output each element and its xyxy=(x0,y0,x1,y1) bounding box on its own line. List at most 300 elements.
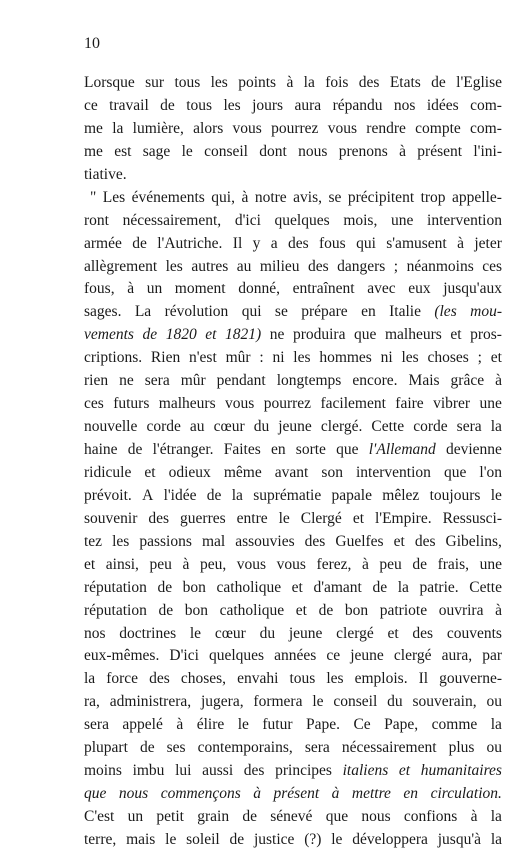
word: et xyxy=(352,509,364,527)
word: jusqu'à xyxy=(437,830,482,848)
word: à xyxy=(470,808,478,825)
word: à xyxy=(176,716,184,734)
word: de xyxy=(412,555,428,573)
word: un xyxy=(146,280,163,298)
word: nous xyxy=(298,142,328,160)
word: me xyxy=(84,119,103,137)
word: pourrez xyxy=(271,119,319,137)
word: et xyxy=(291,578,303,596)
text-line xyxy=(84,256,502,279)
word: Ressusci- xyxy=(442,509,502,527)
word: cœur xyxy=(213,418,245,436)
word: Cette xyxy=(371,418,405,436)
word: le xyxy=(312,693,324,711)
word: Ce xyxy=(353,716,371,734)
word: révolution xyxy=(164,303,229,321)
word: bon xyxy=(182,578,206,596)
word: que xyxy=(443,463,467,481)
word: ne xyxy=(119,372,134,390)
word: est xyxy=(114,142,132,160)
word: se xyxy=(328,188,342,206)
text-line xyxy=(84,141,502,164)
word: événements xyxy=(131,188,205,206)
word: précipitent xyxy=(347,188,415,206)
italic-word: et xyxy=(398,762,411,780)
word: quelques xyxy=(274,211,330,229)
word: tous xyxy=(174,74,201,91)
word: vous xyxy=(236,555,267,573)
word: jours xyxy=(252,96,284,114)
word: en xyxy=(270,441,286,458)
word: grain xyxy=(197,808,230,825)
text-line xyxy=(84,210,502,233)
word: de xyxy=(160,96,175,114)
word: qui, xyxy=(211,188,235,206)
word: et xyxy=(84,555,96,573)
word: de xyxy=(158,601,174,619)
text-line xyxy=(84,485,502,508)
word: vous xyxy=(232,119,262,137)
word: aussi xyxy=(202,762,234,780)
word: et xyxy=(490,349,502,367)
word: moins xyxy=(84,762,122,780)
text-line xyxy=(84,737,502,760)
word: la xyxy=(490,716,502,734)
word: de xyxy=(206,486,222,504)
word: Lorsque xyxy=(84,74,135,91)
word: ne xyxy=(269,326,285,344)
word: clergé. xyxy=(320,418,363,436)
italic-word: que xyxy=(84,785,107,803)
word: ; xyxy=(477,349,482,367)
word: à xyxy=(399,142,406,160)
word: gouverne- xyxy=(439,670,502,688)
word: a xyxy=(270,234,278,252)
word: une xyxy=(391,211,414,229)
word: administrera, xyxy=(109,693,192,711)
word: prévoit. xyxy=(84,486,132,504)
word: dangers xyxy=(337,257,386,275)
word: ni xyxy=(380,349,393,367)
word: donné, xyxy=(238,280,280,298)
word: formera xyxy=(253,693,303,711)
body-text xyxy=(84,72,502,852)
word: le xyxy=(181,142,193,160)
word: à xyxy=(457,234,464,252)
word: avis, xyxy=(293,188,322,206)
word: frais, xyxy=(437,555,470,573)
word: cœur xyxy=(214,624,246,642)
word: présent xyxy=(417,142,463,160)
word: ainsi, xyxy=(105,555,139,573)
word: et xyxy=(450,326,462,344)
italic-word: en xyxy=(403,785,419,803)
word: points xyxy=(238,74,277,91)
word: produira xyxy=(292,326,346,344)
word: sur xyxy=(145,74,165,91)
italic-word: à xyxy=(253,785,261,803)
word: jeune xyxy=(288,624,323,642)
word: toujours xyxy=(429,486,481,504)
word: rendre xyxy=(366,119,406,137)
word: plus xyxy=(448,739,475,757)
text-line xyxy=(84,783,502,806)
word: eux-mêmes. xyxy=(84,647,160,665)
word: ouvrira xyxy=(438,601,484,619)
word: armée xyxy=(84,234,122,252)
word: D'ici xyxy=(169,647,199,665)
word: à xyxy=(286,74,294,91)
word: travail xyxy=(109,96,149,114)
word: mûr xyxy=(225,349,251,367)
word: Faites xyxy=(223,441,261,458)
word: envahi xyxy=(237,670,279,688)
word: l'étranger. xyxy=(152,441,214,458)
italic-word: circulation. xyxy=(430,785,502,803)
text-line xyxy=(84,668,502,691)
word: que xyxy=(336,441,359,458)
word: prenons xyxy=(338,142,388,160)
word: conseil xyxy=(333,693,378,711)
word: l'idée xyxy=(163,486,197,504)
text-line xyxy=(84,714,502,737)
word: des xyxy=(304,532,326,550)
word: moment xyxy=(174,280,226,298)
word: à xyxy=(495,601,502,619)
word: ces xyxy=(482,257,502,275)
word: choses, xyxy=(180,670,227,688)
word: bon xyxy=(184,601,208,619)
word: patrie. xyxy=(419,578,459,596)
text-line xyxy=(84,645,502,668)
word: sage xyxy=(142,142,171,160)
italic-word: mou- xyxy=(470,303,502,321)
word: du xyxy=(253,418,270,436)
word: se xyxy=(274,303,288,321)
word: les xyxy=(401,349,419,367)
word: appelle- xyxy=(452,188,502,206)
word: emplois. xyxy=(354,670,408,688)
word: notre xyxy=(254,188,287,206)
word: que xyxy=(354,326,377,344)
word: d'ici xyxy=(234,211,261,229)
word: qui xyxy=(356,234,376,252)
word: intervention xyxy=(356,463,431,481)
word: répandu xyxy=(332,96,383,114)
word: de xyxy=(157,578,173,596)
word: Clergé xyxy=(300,509,342,527)
word: de xyxy=(139,739,155,757)
word: avant xyxy=(274,463,309,481)
word: les xyxy=(293,349,311,367)
text-line xyxy=(84,370,502,393)
word: le xyxy=(490,486,502,504)
text-line xyxy=(84,531,502,554)
word: sera xyxy=(84,716,109,734)
word: " xyxy=(90,188,97,206)
word: une xyxy=(479,395,502,413)
word: dont xyxy=(259,142,287,160)
word: au xyxy=(189,418,205,436)
word: rien xyxy=(84,372,109,390)
word: Guelfes xyxy=(335,532,384,550)
text-line xyxy=(84,508,502,531)
word: la xyxy=(397,578,409,596)
italic-word: à xyxy=(331,785,340,803)
word: clergé xyxy=(336,624,374,642)
word: néanmoins xyxy=(406,257,474,275)
word: com- xyxy=(470,96,502,114)
word: années xyxy=(274,647,317,665)
word: clergé xyxy=(393,647,432,665)
word: Etats xyxy=(389,74,421,91)
text-line xyxy=(84,829,502,852)
word: des xyxy=(307,257,329,275)
word: ou xyxy=(486,739,502,757)
word: ce xyxy=(84,96,98,114)
word: choses xyxy=(427,349,469,367)
word: mûr xyxy=(180,372,206,390)
word: facilement xyxy=(320,395,386,413)
word: les xyxy=(223,96,241,114)
word: pros- xyxy=(470,326,502,344)
word: le xyxy=(331,830,343,848)
word: des xyxy=(414,532,436,550)
word: à xyxy=(361,555,369,573)
word: une xyxy=(479,555,502,573)
word: milieu xyxy=(259,257,300,275)
word: faire xyxy=(395,395,424,413)
word: compte xyxy=(415,119,461,137)
word: plupart xyxy=(84,739,128,757)
word: n'est xyxy=(189,349,217,367)
word: passions xyxy=(139,532,192,550)
word: comme xyxy=(431,716,478,734)
word: peu xyxy=(149,555,172,573)
word: malheurs xyxy=(384,326,442,344)
italic-word: l'Allemand xyxy=(368,441,436,458)
word: terre, xyxy=(84,830,117,848)
word: l'Eglise xyxy=(456,74,502,91)
word: petit xyxy=(156,808,184,825)
text-line xyxy=(84,347,502,370)
word: suprématie xyxy=(253,486,322,504)
word: l'Autriche. xyxy=(157,234,223,252)
word: l'Empire. xyxy=(374,509,432,527)
word: et xyxy=(144,463,156,481)
word: et xyxy=(393,532,405,550)
text-line xyxy=(84,760,502,783)
word: que xyxy=(325,808,349,825)
text-line xyxy=(84,95,502,118)
word: papale xyxy=(331,486,372,504)
text-line xyxy=(84,554,502,577)
word: entraînent xyxy=(292,280,355,298)
word: mal xyxy=(201,532,226,550)
word: tous xyxy=(186,96,213,114)
word: souverain, xyxy=(412,693,477,711)
word: Mais xyxy=(408,372,440,390)
word: le xyxy=(165,830,177,848)
word: principes xyxy=(275,762,332,780)
italic-word: vements xyxy=(84,326,134,344)
word: y xyxy=(252,234,261,252)
word: tous xyxy=(289,670,316,688)
word: l'on xyxy=(479,463,502,481)
word: prépare xyxy=(301,303,348,321)
word: jeune xyxy=(350,647,384,665)
italic-word: (les xyxy=(434,303,457,321)
word: de xyxy=(372,578,388,596)
word: la xyxy=(112,119,124,137)
word: corde xyxy=(146,418,181,436)
word: vous xyxy=(327,119,358,137)
word: à xyxy=(127,280,135,298)
word: aura xyxy=(294,96,322,114)
italic-word: commençons xyxy=(160,785,241,803)
word: de xyxy=(318,601,334,619)
word: des xyxy=(149,670,170,688)
word: les xyxy=(112,532,130,550)
word: même xyxy=(223,463,262,481)
word: ; xyxy=(393,257,399,275)
text-line xyxy=(84,164,502,187)
word: ront xyxy=(84,211,109,229)
word: lui xyxy=(175,762,192,780)
word: guerres xyxy=(180,509,226,527)
word: de xyxy=(127,441,143,458)
word: justice xyxy=(253,830,295,848)
word: sorte xyxy=(295,441,326,458)
word: vous xyxy=(276,555,306,573)
word: futurs xyxy=(113,395,150,413)
word: peu, xyxy=(199,555,227,573)
word: imbu xyxy=(132,762,165,780)
word: réputation xyxy=(84,601,147,619)
word: appelé xyxy=(122,716,163,734)
word: confions xyxy=(403,808,458,825)
word: odieux xyxy=(168,463,211,481)
word: grâce xyxy=(450,372,485,390)
word: ferez, xyxy=(316,555,352,573)
word: à xyxy=(495,372,502,390)
word: jeter xyxy=(474,234,502,252)
word: les xyxy=(165,257,183,275)
word: ra, xyxy=(84,693,100,711)
italic-word: de xyxy=(142,326,158,344)
word: : xyxy=(259,349,264,367)
word: peu xyxy=(379,555,402,573)
word: malheurs xyxy=(158,395,216,413)
word: les xyxy=(210,74,228,91)
word: A xyxy=(142,486,154,504)
word: Pape, xyxy=(384,716,419,734)
text-line xyxy=(84,439,502,462)
word: corde xyxy=(413,418,448,436)
word: doctrines xyxy=(119,624,177,642)
word: du xyxy=(259,624,276,642)
word: trop xyxy=(420,188,446,206)
word: souvenir xyxy=(84,509,138,527)
word: tez xyxy=(84,532,103,550)
word: un xyxy=(127,808,144,825)
word: lumière, xyxy=(132,119,184,137)
word: s'amusent xyxy=(386,234,447,252)
word: (?) xyxy=(304,830,322,848)
word: des xyxy=(243,762,265,780)
word: fous, xyxy=(84,280,115,298)
word: sénevé xyxy=(270,808,313,825)
italic-word: humanitaires xyxy=(420,762,502,780)
word: mois, xyxy=(343,211,378,229)
word: des xyxy=(287,234,309,252)
word: jusqu'aux xyxy=(443,280,502,298)
word: Italie xyxy=(389,303,421,321)
word: fous xyxy=(319,234,346,252)
word: les xyxy=(326,670,344,688)
text-line xyxy=(84,806,502,829)
word: le xyxy=(237,716,249,734)
word: élire xyxy=(196,716,225,734)
word: au xyxy=(236,257,252,275)
text-line xyxy=(84,691,502,714)
word: développera xyxy=(352,830,428,848)
word: vibrer xyxy=(433,395,471,413)
word: jugera, xyxy=(200,693,244,711)
word: devienne xyxy=(445,441,502,458)
word: mêlez xyxy=(382,486,420,504)
word: Pape. xyxy=(305,716,340,734)
word: conseil xyxy=(204,142,248,160)
word: bon xyxy=(344,601,369,619)
word: sera xyxy=(456,418,482,436)
word: le xyxy=(189,624,202,642)
word: sera xyxy=(304,739,330,757)
word: la xyxy=(490,418,502,436)
word: la xyxy=(303,74,315,91)
text-line xyxy=(84,577,502,600)
word: allègrement xyxy=(84,257,158,275)
word: aura, xyxy=(441,647,473,665)
word: et xyxy=(387,624,399,642)
word: de xyxy=(242,808,257,825)
word: C'est xyxy=(84,808,115,825)
text-line xyxy=(84,416,502,439)
word: ses xyxy=(166,739,186,757)
word: par xyxy=(482,647,502,665)
word: à xyxy=(241,188,249,206)
word: quelques xyxy=(208,647,265,665)
word: entre xyxy=(236,509,268,527)
word: la xyxy=(84,670,96,688)
word: du xyxy=(387,693,403,711)
word: alors xyxy=(193,119,224,137)
word: des xyxy=(412,624,434,642)
italic-word: mettre xyxy=(351,785,391,803)
italic-word: 1820 xyxy=(165,326,197,344)
word: longtemps xyxy=(276,372,342,390)
word: ces xyxy=(84,395,104,413)
word: nécessairement, xyxy=(122,211,222,229)
word: force xyxy=(106,670,139,688)
word: soleil xyxy=(186,830,220,848)
word: mais xyxy=(126,830,156,848)
word: intervention xyxy=(427,211,502,229)
word: contemporains, xyxy=(197,739,293,757)
word: encore. xyxy=(352,372,398,390)
italic-word: et xyxy=(205,326,217,344)
word: me xyxy=(84,142,103,160)
